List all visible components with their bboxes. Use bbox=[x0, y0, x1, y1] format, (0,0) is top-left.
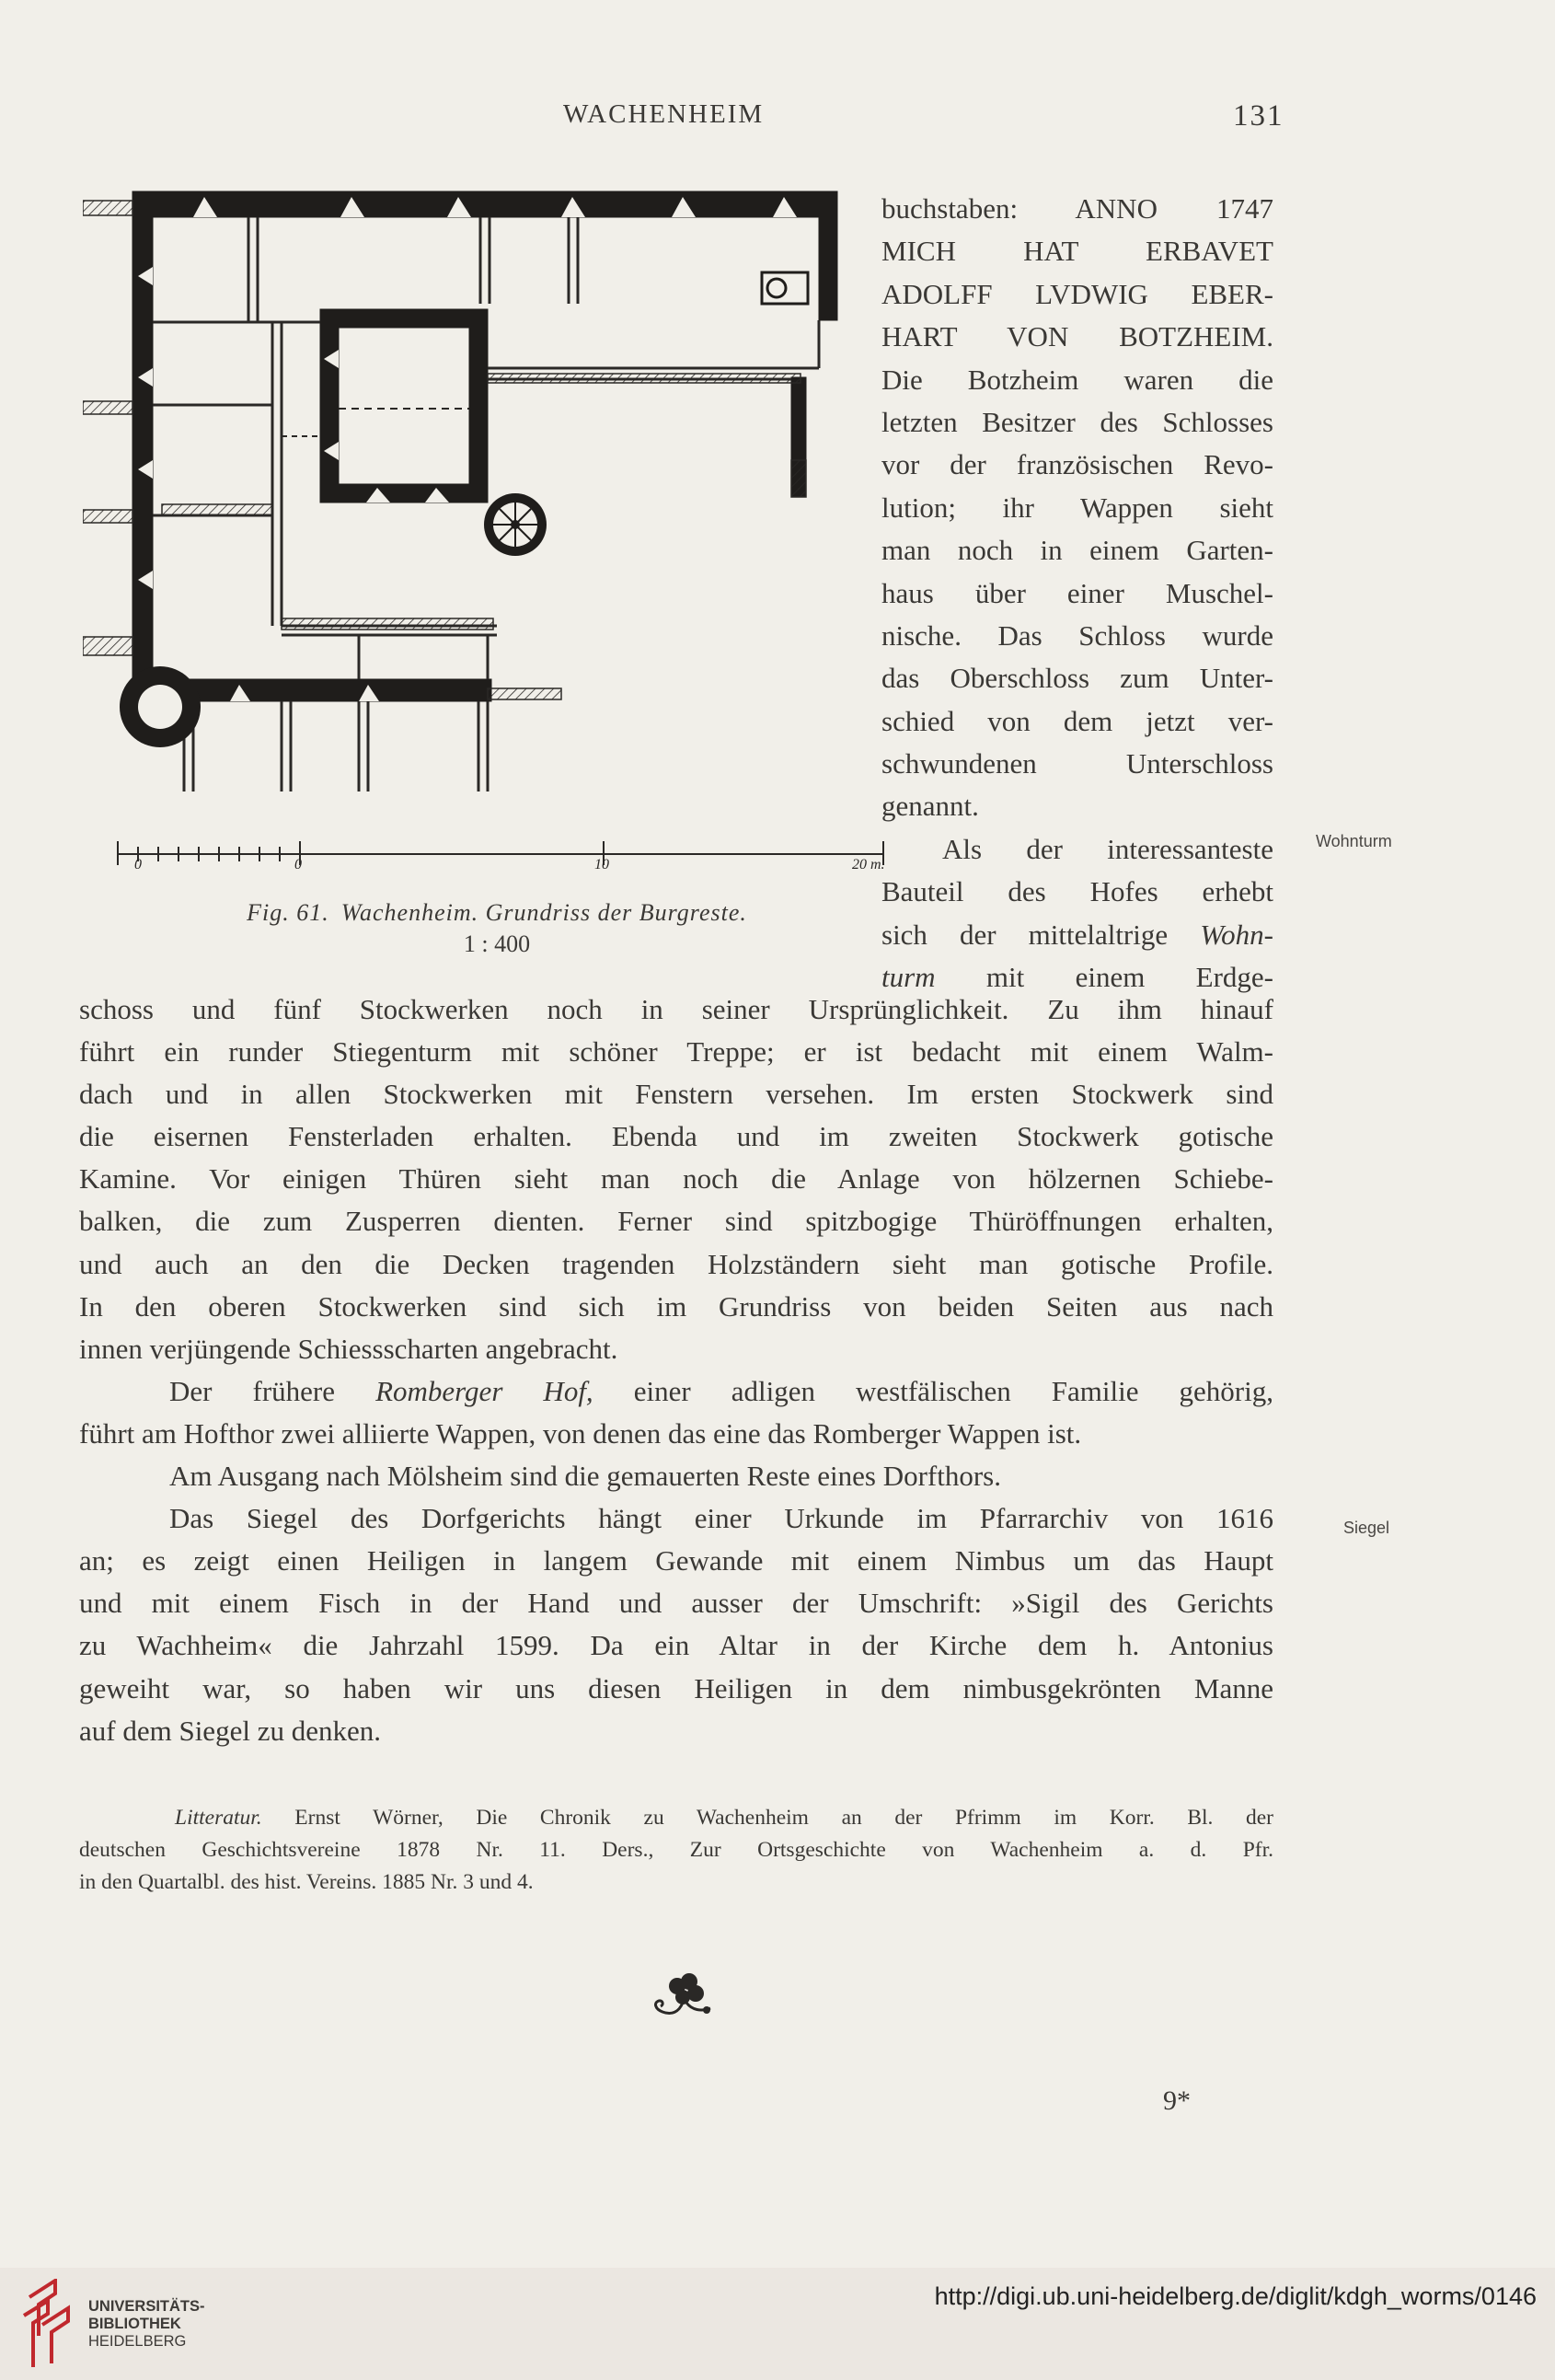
text-line: nische. Das Schloss wurde bbox=[881, 618, 1273, 652]
library-name-line: BIBLIOTHEK bbox=[88, 2316, 181, 2332]
corner-round-tower bbox=[120, 666, 201, 747]
text-line: zu Wachheim« die Jahrzahl 1599. Da ein Altar in der Kirche dem h. Antonius bbox=[79, 1629, 1273, 1662]
text-line: MICH HAT ERBAVET bbox=[881, 235, 1273, 268]
text-line: Am Ausgang nach Mölsheim sind die gemauerten Reste eines Dorfthors. bbox=[169, 1460, 1001, 1493]
text-line: Bauteil des Hofes erhebt bbox=[881, 875, 1273, 908]
text-line: letzten Besitzer des Schlosses bbox=[881, 405, 1273, 438]
figure-label: Fig. 61. bbox=[247, 899, 329, 926]
text-line bbox=[881, 914, 1273, 956]
figure-caption bbox=[175, 897, 819, 960]
text-line: Das Siegel des Dorfgerichts hängt einer Urkunde im Pfarrarchiv von 1616 bbox=[169, 1502, 1273, 1535]
emphasis-wohnturm: Wohn- bbox=[1200, 918, 1274, 951]
text-line: dach und in allen Stockwerken mit Fenstern versehen. Im ersten Stockwerk sind bbox=[79, 1078, 1273, 1111]
text-line: deutschen Geschichtsvereine 1878 Nr. 11. Ders., Zur Ortsgeschichte von Wachenheim a. d. Pfr. bbox=[79, 1838, 1273, 1862]
scale-label-ten: 10 bbox=[594, 857, 609, 872]
running-title: WACHENHEIM bbox=[563, 99, 765, 129]
flourish-ornament-icon bbox=[646, 1970, 723, 2025]
text-line: die eisernen Fensterladen erhalten. Ebenda und im zweiten Stockwerk gotische bbox=[79, 1120, 1273, 1153]
text-line: vor der französischen Revo- bbox=[881, 448, 1273, 481]
scale-label-left: 0 bbox=[134, 857, 142, 872]
body-text bbox=[79, 988, 1273, 1752]
text-fragment: sich der mittelaltrige bbox=[881, 918, 1169, 951]
text-line bbox=[79, 1370, 1273, 1413]
page-number: 131 bbox=[1233, 99, 1284, 133]
spiral-staircase bbox=[484, 493, 547, 556]
text-line: HART VON BOTZHEIM. bbox=[881, 320, 1273, 353]
literature-references bbox=[79, 1802, 1273, 1899]
text-line: führt ein runder Stiegenturm mit schöner Treppe; er ist bedacht mit einem Walm- bbox=[79, 1035, 1273, 1069]
emphasis-turm: turm bbox=[881, 961, 936, 994]
right-column-text bbox=[881, 188, 1273, 999]
text-line: und auch an den die Decken tragenden Holzständern sieht man gotische Profile. bbox=[79, 1247, 1273, 1280]
text-line bbox=[79, 1802, 1273, 1834]
text-line: führt am Hofthor zwei alliierte Wappen, von denen das eine das Romberger Wappen ist. bbox=[79, 1416, 1082, 1450]
scale-bar bbox=[118, 841, 883, 865]
text-line: schied von dem jetzt ver- bbox=[881, 704, 1273, 737]
text-line: ADOLFF LVDWIG EBER- bbox=[881, 277, 1273, 310]
source-url-link[interactable]: http://digi.ub.uni-heidelberg.de/diglit/kdgh_worms/0146 bbox=[934, 2282, 1537, 2310]
text-line: auf dem Siegel zu denken. bbox=[79, 1714, 381, 1747]
figure-title: Wachenheim. Grundriss der Burgreste. bbox=[340, 899, 747, 926]
text-line: das Oberschloss zum Unter- bbox=[881, 662, 1273, 695]
floor-plan-drawing bbox=[83, 184, 893, 874]
text-line: In den oberen Stockwerken sind sich im Grundriss von beiden Seiten aus nach bbox=[79, 1289, 1273, 1323]
scale-label-twenty: 20 m. bbox=[852, 857, 885, 872]
library-name-line: UNIVERSITÄTS- bbox=[88, 2298, 205, 2315]
text-line: schwundenen Unterschloss bbox=[881, 747, 1273, 780]
text-line: geweiht war, so haben wir uns diesen Heiligen in dem nimbusgekrönten Manne bbox=[79, 1671, 1273, 1704]
text-line: innen verjüngende Schiessscharten angebracht. bbox=[79, 1332, 618, 1365]
text-line: balken, die zum Zusperren dienten. Ferner sind spitzbogige Thüröffnungen erhalten, bbox=[79, 1205, 1273, 1238]
page-header bbox=[0, 99, 1555, 136]
literature-label: Litteratur. bbox=[175, 1806, 262, 1830]
library-name-line: HEIDELBERG bbox=[88, 2333, 187, 2350]
text-line: haus über einer Muschel- bbox=[881, 576, 1273, 609]
text-line: buchstaben: ANNO 1747 bbox=[881, 192, 1273, 225]
text-fragment: Der frühere bbox=[169, 1374, 336, 1407]
text-line: in den Quartalbl. des hist. Vereins. 1885 Nr. 3 und 4. bbox=[79, 1870, 534, 1894]
signature-mark: 9* bbox=[1163, 2085, 1191, 2116]
emphasis-romberger-hof: Romberger Hof, bbox=[375, 1374, 593, 1407]
text-line: und mit einem Fisch in der Hand und ausser der Umschrift: »Sigil des Gerichts bbox=[79, 1587, 1273, 1620]
text-line: genannt. bbox=[881, 790, 979, 823]
university-library-name[interactable] bbox=[88, 2298, 205, 2351]
text-line: man noch in einem Garten- bbox=[881, 534, 1273, 567]
text-line: Kamine. Vor einigen Thüren sieht man noch die Anlage von hölzernen Schiebe- bbox=[79, 1162, 1273, 1196]
text-fragment: mit einem Erdge- bbox=[985, 961, 1273, 994]
floor-plan-figure bbox=[83, 184, 893, 874]
university-library-logo-icon[interactable] bbox=[20, 2279, 72, 2371]
text-line: Als der interessanteste bbox=[942, 832, 1273, 865]
text-fragment: Ernst Wörner, Die Chronik zu Wachenheim an der Pfrimm im Korr. Bl. der bbox=[294, 1806, 1274, 1830]
text-line: an; es zeigt einen Heiligen in langem Gewande mit einem Nimbus um das Haupt bbox=[79, 1544, 1273, 1577]
margin-note-wohnturm: Wohnturm bbox=[1316, 832, 1392, 850]
margin-note-siegel: Siegel bbox=[1343, 1519, 1390, 1537]
text-line: Die Botzheim waren die bbox=[881, 363, 1273, 396]
scale-label-zero: 0 bbox=[294, 857, 302, 872]
text-line: lution; ihr Wappen sieht bbox=[881, 491, 1273, 524]
figure-scale-ratio: 1 : 400 bbox=[463, 930, 531, 957]
text-fragment: einer adligen westfälischen Familie gehörig, bbox=[633, 1374, 1273, 1407]
text-line: schoss und fünf Stockwerken noch in seiner Ursprünglichkeit. Zu ihm hinauf bbox=[79, 993, 1273, 1025]
